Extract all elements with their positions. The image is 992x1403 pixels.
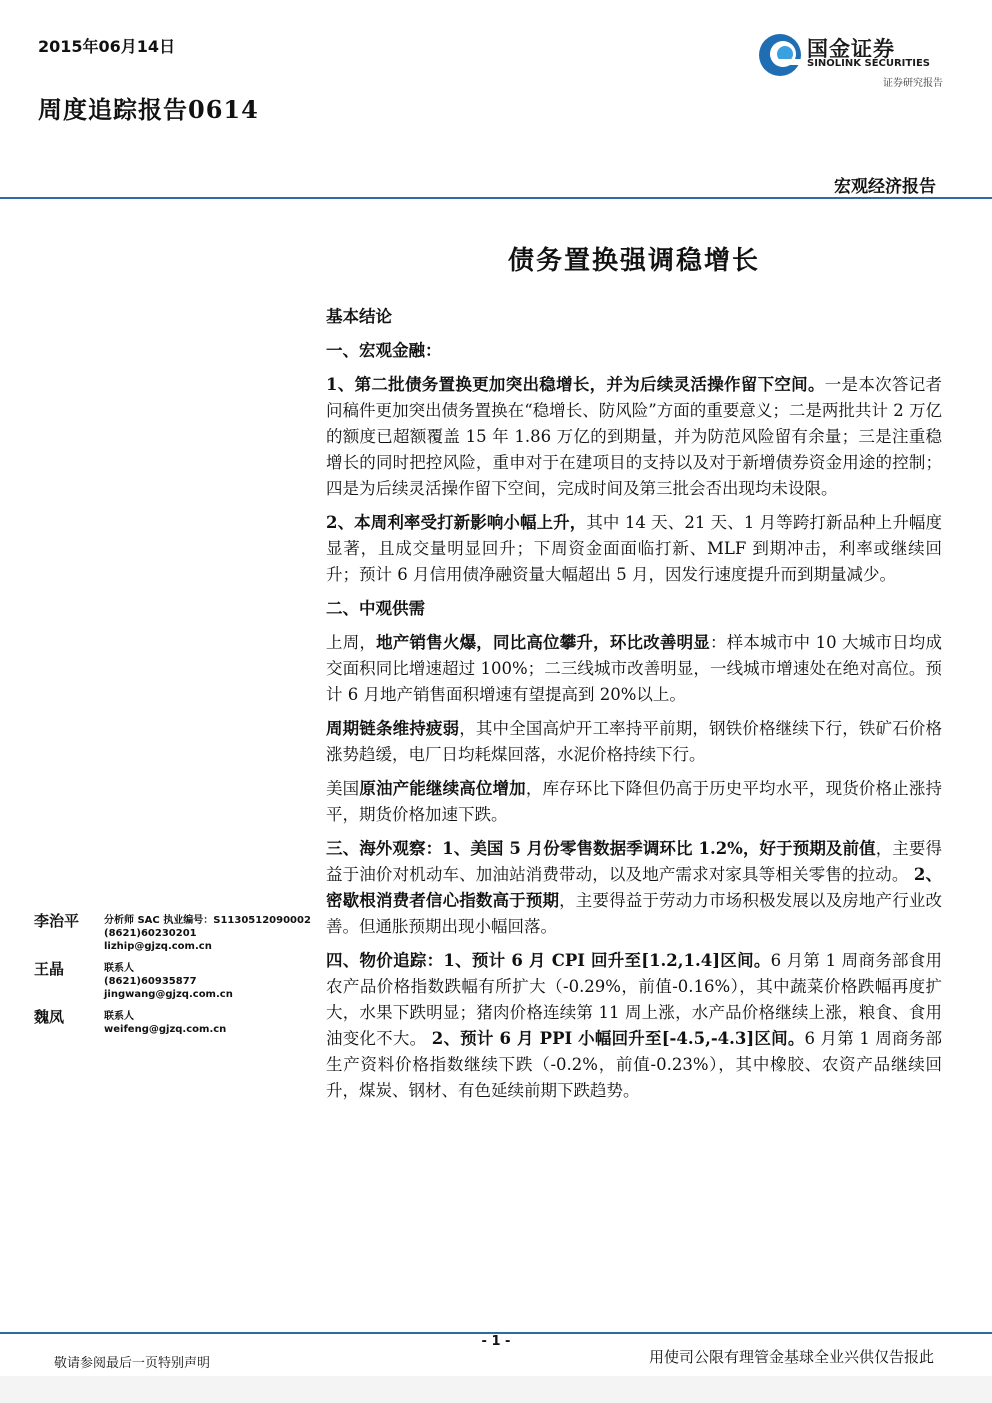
conclusion-heading: 基本结论 bbox=[326, 307, 392, 326]
analyst-entry bbox=[34, 1006, 319, 1054]
paragraph-text: 美国 bbox=[326, 779, 360, 798]
paragraph-oil bbox=[326, 776, 942, 828]
analyst-info bbox=[104, 962, 233, 1001]
paragraph-prices bbox=[326, 948, 942, 1104]
paragraph-highlight: 地产销售火爆，同比高位攀升，环比改善明显 bbox=[376, 633, 710, 652]
paragraph-highlight: 原油产能继续高位增加 bbox=[359, 779, 526, 798]
paragraph-property bbox=[326, 630, 942, 708]
header-divider bbox=[0, 197, 992, 199]
paragraph-highlight: 2、预计 6 月 PPI 小幅回升至[-4.5,-4.3]区间。 bbox=[431, 1029, 805, 1048]
paragraph-interest-rate bbox=[326, 510, 942, 588]
paragraph-text: 6 月第 1 周商务部食用农产品价格指数跌幅有所扩大（-0.29%，前值-0.16%），其中蔬菜价格跌幅再度扩大，水果下跌明显；猪肉价格连续第 11 周上涨，水产品价格继续上涨，粮食、食用油变化不大。 bbox=[326, 951, 943, 1048]
report-type: 周度追踪报告0614 bbox=[38, 95, 259, 124]
paragraph-text: 上周， bbox=[326, 633, 377, 652]
analyst-email: lizhip@gjzq.com.cn bbox=[104, 941, 212, 952]
analyst-role: 联系人 bbox=[104, 1011, 134, 1022]
footer-notice: 用使司公限有理管金基球全业兴供仅告报此 bbox=[648, 1348, 934, 1366]
paragraph-text: ，主要得益于油价对机动车、加油站消费带动，以及地产需求对家具等相关零售的拉动。 bbox=[326, 839, 942, 884]
analyst-role: 分析师 SAC 执业编号：S1130512090002 bbox=[104, 915, 311, 926]
paragraph-lead: 1、第二批债务置换更加突出稳增长，并为后续灵活操作留下空间。 bbox=[326, 375, 825, 394]
main-title: 债务置换强调稳增长 bbox=[507, 246, 760, 276]
company-logo bbox=[757, 32, 947, 90]
paragraph-text: 一是本次答记者问稿件更加突出债务置换在“稳增长、防风险”方面的重要意义；二是两批共计 2 万亿的额度已超额覆盖 15 年 1.86 万亿的到期量，并为防范风险留有余量；三是注重稳增长的同时把控风险，重申对于在建项目的支持以及对于新增债券资金用途的控制；四是为后续灵活操作留下空间，完成时间及第三批会否出现均未设限。 bbox=[326, 375, 943, 498]
footer-watermark-band bbox=[0, 1376, 992, 1403]
analyst-email: weifeng@gjzq.com.cn bbox=[104, 1024, 227, 1035]
section-macro-finance: 一、宏观金融： bbox=[326, 341, 442, 360]
analyst-info bbox=[104, 914, 311, 953]
paragraph-text: ，其中全国高炉开工率持平前期，钢铁价格继续下行，铁矿石价格涨势趋缓，电厂日均耗煤回落，水泥价格持续下行。 bbox=[326, 719, 943, 764]
analyst-role: 联系人 bbox=[104, 963, 134, 974]
analyst-info bbox=[104, 1010, 226, 1036]
paragraph-overseas bbox=[326, 836, 942, 940]
page-number: - 1 - bbox=[481, 1334, 511, 1349]
paragraph-highlight: 三、海外观察：1、美国 5 月份零售数据季调环比 1.2%，好于预期及前值 bbox=[326, 839, 876, 858]
paragraph-text: ：样本城市中 10 大城市日均成交面积同比增速超过 100%；二三线城市改善明显，一线城市增速处在绝对高位。预计 6 月地产销售面积增速有望提高到 20%以上。 bbox=[326, 633, 942, 704]
footer-disclaimer: 敬请参阅最后一页特别声明 bbox=[54, 1356, 211, 1371]
paragraph-highlight: 四、物价追踪：1、预计 6 月 CPI 回升至[1.2,1.4]区间。 bbox=[326, 951, 771, 970]
paragraph-text: ，库存环比下降但仍高于历史平均水平，现货价格止涨持平，期货价格加速下跌。 bbox=[326, 779, 943, 824]
logo-name-cn: 国金证券 bbox=[807, 37, 895, 61]
analyst-email: jingwang@gjzq.com.cn bbox=[104, 989, 233, 1000]
paragraph-debt-swap bbox=[326, 372, 942, 502]
paragraph-cycle bbox=[326, 716, 942, 768]
section-supply-demand: 二、中观供需 bbox=[326, 599, 425, 618]
analyst-name: 王晶 bbox=[34, 960, 65, 978]
analyst-name: 李治平 bbox=[34, 912, 80, 930]
logo-name-en: SINOLINK SECURITIES bbox=[807, 58, 930, 69]
logo-subtitle: 证券研究报告 bbox=[883, 78, 943, 89]
analyst-name: 魏凤 bbox=[34, 1008, 65, 1026]
analyst-phone: (8621)60230201 bbox=[104, 928, 197, 939]
analyst-list bbox=[34, 910, 319, 1054]
report-body bbox=[326, 304, 942, 1112]
sinolink-logo-icon bbox=[757, 32, 803, 78]
report-date: 2015年06月14日 bbox=[38, 37, 176, 56]
paragraph-lead: 2、本周利率受打新影响小幅上升， bbox=[326, 513, 587, 532]
paragraph-highlight: 周期链条维持疲弱 bbox=[326, 719, 460, 738]
report-category: 宏观经济报告 bbox=[834, 177, 936, 197]
analyst-entry bbox=[34, 958, 319, 1006]
paragraph-highlight: 2、密歇根消费者信心指数高于预期 bbox=[326, 865, 942, 910]
analyst-phone: (8621)60935877 bbox=[104, 976, 197, 987]
paragraph-text: 6 月第 1 周商务部生产资料价格指数继续下跌（-0.2%，前值-0.23%），其中橡胶、农资产品继续回升，煤炭、钢材、有色延续前期下跌趋势。 bbox=[326, 1029, 942, 1100]
paragraph-text: 其中 14 天、21 天、1 月等跨打新品种上升幅度显著，且成交量明显回升；下周资金面面临打新、MLF 到期冲击，利率或继续回升；预计 6 月信用债净融资量大幅超出 5 月，因发行速度提升而到期量减少。 bbox=[326, 513, 943, 584]
paragraph-text: ，主要得益于劳动力市场积极发展以及房地产行业改善。但通胀预期出现小幅回落。 bbox=[326, 891, 943, 936]
analyst-entry bbox=[34, 910, 319, 958]
